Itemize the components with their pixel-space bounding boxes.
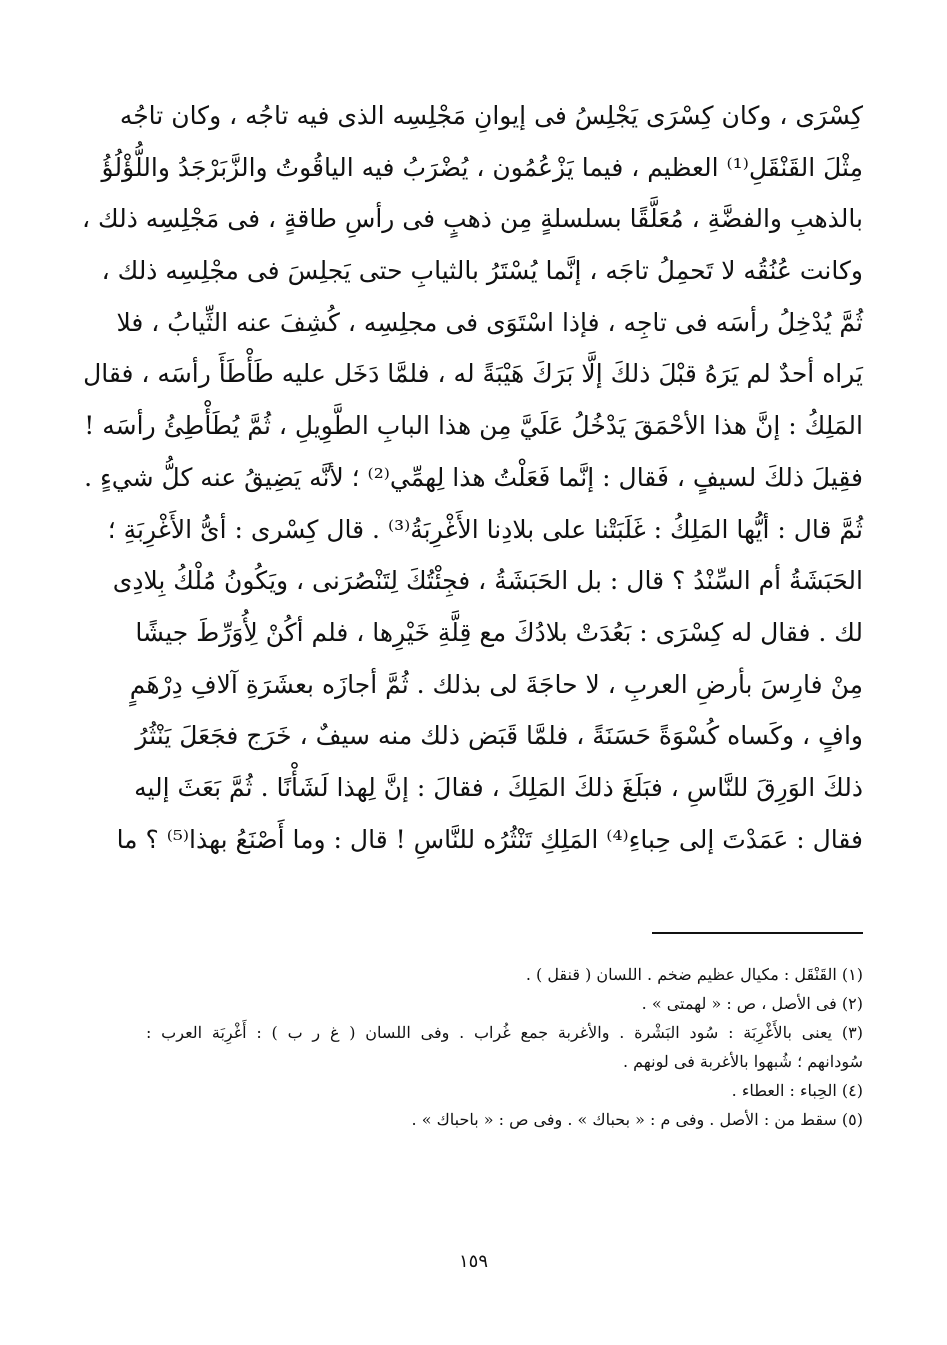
text-line: ثُمَّ قال : أيُّها المَلِكُ : غَلَبَتْنا على بلادِنا الأَغْرِبَةُ⁽³⁾ . قال كِسْرى : أىُّ الأَغْرِبَةِ ؛: [107, 514, 863, 544]
text-line: فقِيلَ ذلكَ لسيفٍ ، فَقال : إنَّما فَعَلْتُ هذا لِهمِّي⁽²⁾ ؛ لأنَّه يَضِيقُ عنه كلُّ شيءٍ .: [84, 462, 863, 492]
text-line: بالذهبِ والفضَّةِ ، مُعَلَّقًا بسلسلةٍ مِن ذهبٍ فى رأسِ طاقةٍ ، فى مَجْلِسِه ذلك ،: [82, 204, 863, 234]
footnotes-block: [146, 960, 863, 1134]
footnote-2: (٢) فى الأصل ، ص : « لهمتى » .: [641, 994, 863, 1013]
text-line: ثُمَّ يُدْخِلُ رأسَه فى تاجِه ، فإذا اسْتَوَى فى مجلِسِه ، كُشِفَ عنه الثِّيابُ ، فلا: [116, 307, 863, 337]
text-line: يَراه أحدٌ لم يَرَهُ قبْلَ ذلكَ إلَّا بَرَكَ هَيْبَةً له ، فلمَّا دَخَل عليه طَأْطَأَ رأسَه ، فقال: [83, 359, 863, 389]
footnote-separator: [652, 932, 863, 934]
text-line: وكانت عُنُقُه لا تَحمِلُ تاجَه ، إنَّما يُسْتَرُ بالثيابِ حتى يَجلِسَ فى مجْلِسِه ذلك ،: [101, 256, 863, 286]
text-line: المَلِكُ : إنَّ هذا الأحْمَقَ يَدْخُلُ عَلَيَّ مِن هذا البابِ الطَّوِيلِ ، ثُمَّ يُطَأْطِئُ رأسَه !: [84, 411, 863, 441]
text-line: لك . فقال له كِسْرَى : بَعُدَتْ بلادُكَ مع قِلَّةِ خَيْرِها ، فلم أكُنْ لِأُوَرِّطَ جيشًا: [135, 617, 863, 647]
footnote-4: (٤) الحِباء : العطاء .: [731, 1081, 863, 1100]
footnote-3-continuation: سُودانهم ؛ شُبهوا بالأغربة فى لونهم .: [622, 1052, 863, 1071]
text-line: كِسْرَى ، وكان كِسْرَى يَجْلِسُ فى إيوانِ مَجْلِسِه الذى فيه تاجُه ، وكان تاجُه: [119, 101, 863, 130]
text-line: الحَبَشَةُ أم السِّنْدُ ؟ قال : بل الحَبَشَةُ ، فجِئْتُكَ لِتَنْصُرَنى ، ويَكُونُ مُلْكُ بِلادِى: [112, 566, 863, 596]
text-line: ذلكَ الوَرِقَ للنَّاسِ ، فبَلَغَ ذلكَ المَلِكَ ، فقالَ : إنَّ لِهذا لَشَأْنًا . ثُمَّ بَعَثَ إليه: [134, 772, 863, 802]
text-line: مِثْلَ القَنْقَلِ⁽¹⁾ العظيم ، فيما يَزْعُمُون ، يُضْرَبُ فيه الياقُوتُ والزَّبَرْجَدُ واللُّؤْلُؤُ: [101, 152, 863, 182]
main-text-block: [82, 90, 863, 865]
text-line: مِنْ فارِسَ بأرضِ العربِ ، لا حاجَةَ لى بذلك . ثُمَّ أجازَه بعشَرَةِ آلافِ دِرْهَمٍ: [129, 669, 863, 699]
page-number: ١٥٩: [458, 1251, 488, 1272]
text-line: فقال : عَمَدْتَ إلى حِباءِ⁽⁴⁾ المَلِكِ تَنْثُرُه للنَّاسِ ! قال : وما أَصْنَعُ بهذا⁽⁵⁾ ؟ ما: [116, 824, 863, 854]
footnote-1: (١) القَنْقَل : مكيال عظيم ضخم . اللسان ( قنقل ) .: [525, 965, 863, 984]
footnote-5: (٥) سقط من : الأصل . وفى م : « بحباك » . وفى ص : « باحباك » .: [411, 1110, 863, 1129]
text-line: وافٍ ، وكَساه كُسْوَةً حَسَنَةً ، فلمَّا قَبَض ذلك منه سيفٌ ، خَرَج فجَعَلَ يَنْثُرُ: [135, 721, 863, 751]
footnote-3: (٣) يعنى بالأَغْرِبَة : سُود البَشْرة . والأغربة جمع غُراب . وفى اللسان ( غ ر ب ) : أَغْرِبَة العرب :: [146, 1023, 863, 1042]
